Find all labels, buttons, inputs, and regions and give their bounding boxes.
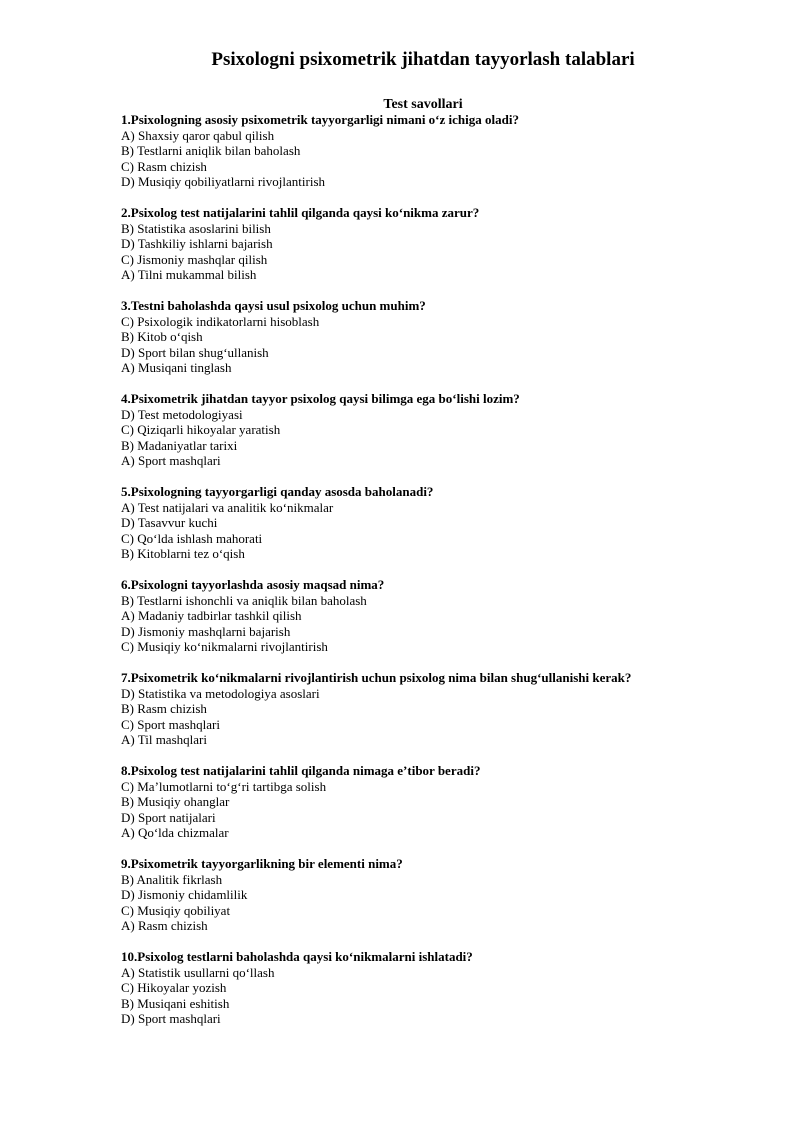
answer-option: B) Madaniyatlar tarixi: [121, 437, 238, 453]
question-item: [121, 577, 761, 655]
answer-option: A) Qo‘lda chizmalar: [121, 825, 229, 840]
answer-option: D) Tashkiliy ishlarni bajarish: [121, 236, 273, 251]
answer-option: C) Qiziqarli hikoyalar yaratish: [121, 422, 281, 437]
answer-option: C) Psixologik indikatorlarni hisoblash: [121, 313, 320, 329]
answer-option: C) Musiqiy ko‘nikmalarni rivojlantirish: [121, 639, 328, 654]
answer-option: D) Statistika va metodologiya asoslari: [121, 685, 320, 701]
answer-option: C) Sport mashqlari: [121, 716, 220, 732]
answer-option: D) Jismoniy chidamlilik: [121, 887, 248, 902]
answer-option: A) Rasm chizish: [121, 918, 208, 933]
answer-option: D) Tasavvur kuchi: [121, 515, 218, 530]
question-item: [121, 856, 761, 934]
question-text: 4.Psixometrik jihatdan tayyor psixolog qaysi bilimga ega bo‘lishi lozim?: [121, 391, 520, 406]
answer-option: B) Analitik fikrlash: [121, 871, 223, 887]
answer-option: D) Jismoniy mashqlarni bajarish: [121, 623, 291, 639]
answer-option: D) Musiqiy qobiliyatlarni rivojlantirish: [121, 174, 326, 189]
answer-option: A) Madaniy tadbirlar tashkil qilish: [121, 608, 302, 623]
answer-option: B) Kitoblarni tez o‘qish: [121, 546, 245, 561]
answer-option: A) Test natijalari va analitik ko‘nikmalar: [121, 499, 334, 515]
answer-option: B) Testlarni ishonchli va aniqlik bilan baholash: [121, 592, 367, 608]
answer-option: A) Musiqani tinglash: [121, 360, 232, 375]
answer-option: B) Rasm chizish: [121, 701, 207, 716]
answer-option: C) Rasm chizish: [121, 158, 207, 174]
answer-option: C) Qo‘lda ishlash mahorati: [121, 530, 263, 546]
answer-option: A) Statistik usullarni qo‘llash: [121, 964, 275, 980]
answer-option: D) Sport natijalari: [121, 809, 216, 825]
question-text: 3.Testni baholashda qaysi usul psixolog uchun muhim?: [121, 298, 426, 313]
question-text: 6.Psixologni tayyorlashda asosiy maqsad nima?: [121, 577, 385, 592]
answer-option: B) Musiqani eshitish: [121, 995, 230, 1011]
question-text: 7.Psixometrik ko‘nikmalarni rivojlantirish uchun psixolog nima bilan shug‘ullanishi kerak?: [121, 670, 632, 685]
answer-option: D) Test metodologiyasi: [121, 406, 243, 422]
question-text: 8.Psixolog test natijalarini tahlil qilganda nimaga e’tibor beradi?: [121, 763, 481, 778]
question-item: [121, 949, 761, 1027]
question-text: 1.Psixologning asosiy psixometrik tayyorgarligi nimani o‘z ichiga oladi?: [121, 112, 519, 127]
document-title: Psixologni psixometrik jihatdan tayyorlash talablari: [211, 49, 635, 70]
answer-option: C) Hikoyalar yozish: [121, 980, 227, 995]
answer-option: A) Shaxsiy qaror qabul qilish: [121, 127, 275, 143]
answer-option: A) Sport mashqlari: [121, 453, 221, 468]
answer-option: D) Sport mashqlari: [121, 1011, 221, 1026]
question-item: [121, 205, 761, 283]
answer-option: C) Musiqiy qobiliyat: [121, 902, 231, 918]
answer-option: C) Ma’lumotlarni to‘g‘ri tartibga solish: [121, 778, 327, 794]
answer-option: C) Jismoniy mashqlar qilish: [121, 251, 268, 267]
question-list: [121, 112, 761, 1042]
question-item: [121, 484, 761, 562]
question-item: [121, 112, 761, 190]
question-text: 9.Psixometrik tayyorgarlikning bir elementi nima?: [121, 856, 403, 871]
section-title: Test savollari: [383, 97, 463, 112]
answer-option: B) Statistika asoslarini bilish: [121, 220, 271, 236]
question-item: [121, 763, 761, 841]
question-text: 5.Psixologning tayyorgarligi qanday asosda baholanadi?: [121, 484, 434, 499]
question-item: [121, 298, 761, 376]
answer-option: A) Til mashqlari: [121, 732, 207, 747]
answer-option: B) Musiqiy ohanglar: [121, 794, 230, 809]
question-text: 10.Psixolog testlarni baholashda qaysi ko‘nikmalarni ishlatadi?: [121, 949, 473, 964]
question-item: [121, 670, 761, 748]
answer-option: D) Sport bilan shug‘ullanish: [121, 344, 269, 360]
question-text: 2.Psixolog test natijalarini tahlil qilganda qaysi ko‘nikma zarur?: [121, 205, 480, 220]
answer-option: B) Kitob o‘qish: [121, 329, 203, 344]
answer-option: A) Tilni mukammal bilish: [121, 267, 257, 282]
answer-option: B) Testlarni aniqlik bilan baholash: [121, 143, 301, 158]
question-item: [121, 391, 761, 469]
